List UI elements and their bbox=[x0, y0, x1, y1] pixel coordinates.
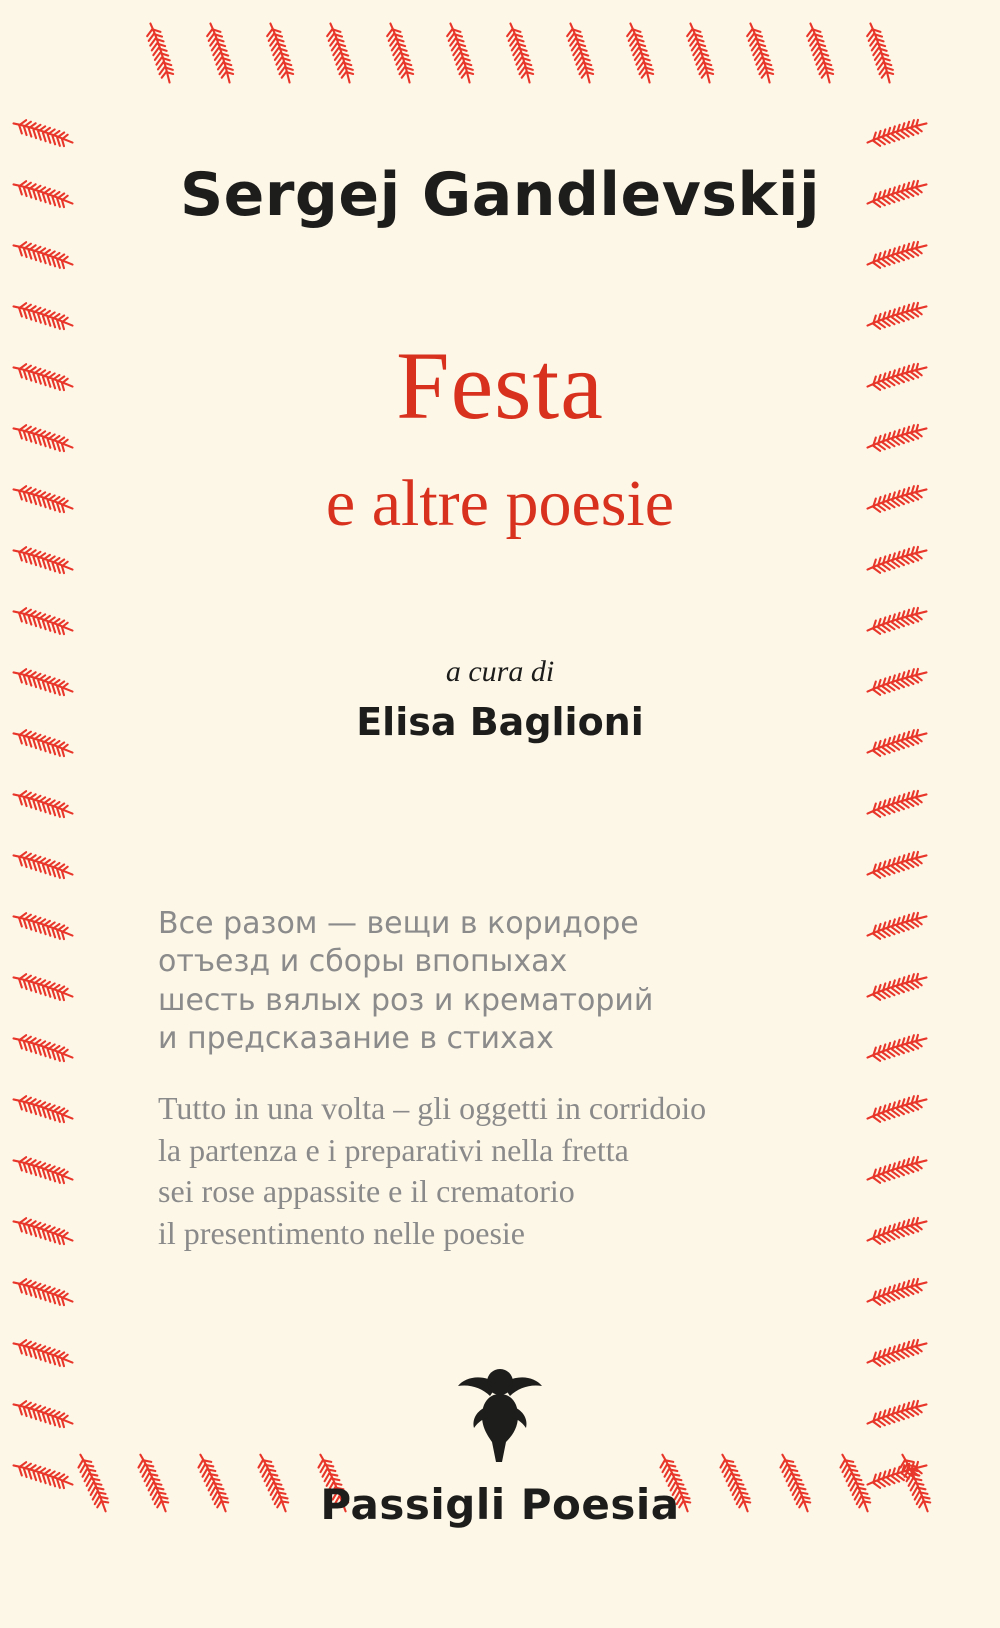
feather-icon bbox=[6, 1269, 81, 1315]
feather-icon bbox=[6, 415, 81, 461]
subtitle: e altre poesie bbox=[325, 467, 675, 540]
feather-icon bbox=[6, 1147, 81, 1193]
feather-icon bbox=[6, 598, 81, 644]
editor-name: Elisa Baglioni bbox=[356, 700, 644, 744]
poem-line: и предсказание в стихах bbox=[158, 1021, 554, 1057]
feather-icon bbox=[6, 720, 81, 766]
poem-line: шесть вялых роз и крематорий bbox=[158, 982, 654, 1018]
poem-line: Tutto in una volta – gli oggetti in corridoio bbox=[158, 1090, 707, 1126]
editor-label: a cura di bbox=[445, 655, 555, 688]
feather-icon bbox=[6, 903, 81, 949]
poem-line: il presentimento nelle poesie bbox=[158, 1214, 525, 1251]
poem-line: Все разом — вещи в коридоре bbox=[158, 906, 639, 941]
feather-icon bbox=[6, 293, 81, 339]
feather-icon bbox=[6, 232, 81, 278]
feather-icon bbox=[6, 781, 81, 827]
feather-icon bbox=[6, 1025, 81, 1071]
page-title: Festa bbox=[396, 332, 604, 439]
feather-icon bbox=[6, 659, 81, 705]
feather-icon bbox=[6, 964, 81, 1010]
cherub-icon bbox=[0, 1350, 1000, 1475]
feather-icon bbox=[6, 1086, 81, 1132]
poem-line: отъезд и сборы впопыхах bbox=[158, 944, 568, 980]
feather-icon bbox=[6, 842, 81, 888]
poem-line: la partenza e i preparativi nella fretta bbox=[158, 1131, 629, 1168]
publisher-name: Passigli Poesia bbox=[320, 1480, 680, 1529]
feather-icon bbox=[6, 171, 81, 217]
feather-icon bbox=[6, 537, 81, 583]
poem-italian bbox=[158, 1088, 860, 1254]
feather-icon bbox=[6, 1208, 81, 1254]
feather-icon bbox=[6, 354, 81, 400]
feather-icon bbox=[6, 476, 81, 522]
author-name: Sergej Gandlevskij bbox=[179, 160, 821, 230]
feather-icon bbox=[6, 110, 81, 156]
poem-russian bbox=[158, 905, 860, 1059]
poem-line: sei rose appassite e il crematorio bbox=[158, 1173, 575, 1210]
